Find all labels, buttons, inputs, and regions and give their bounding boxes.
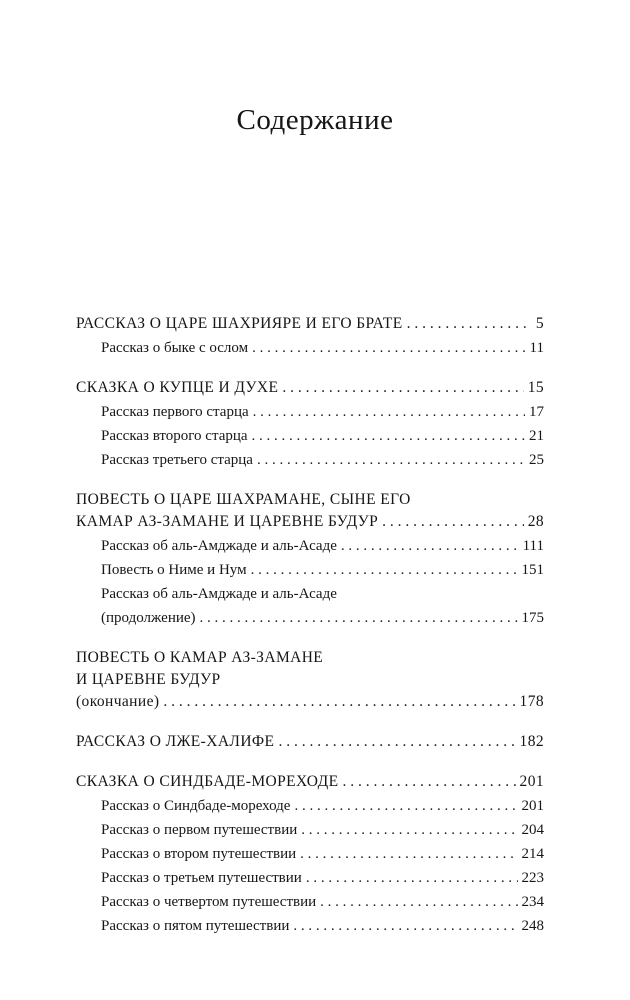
toc-subentry[interactable] xyxy=(0,448,630,472)
toc-section xyxy=(0,730,630,754)
toc-subentry[interactable] xyxy=(0,606,630,630)
toc-entry-text: ПОВЕСТЬ О КАМАР АЗ-ЗАМАНЕ xyxy=(76,649,324,666)
dot-leader xyxy=(301,818,517,842)
toc-chapter[interactable] xyxy=(0,510,630,534)
dot-leader xyxy=(278,730,515,754)
page-number: 28 xyxy=(527,513,544,530)
toc-section xyxy=(0,488,630,630)
dot-leader xyxy=(382,510,524,534)
page-number: 201 xyxy=(519,773,544,790)
toc-entry-text: РАССКАЗ О ЦАРЕ ШАХРИЯРЕ И ЕГО БРАТЕ xyxy=(76,315,403,332)
page-number: 223 xyxy=(521,870,544,886)
page-number: 204 xyxy=(521,822,544,838)
toc-entry-text: КАМАР АЗ-ЗАМАНЕ И ЦАРЕВНЕ БУДУР xyxy=(76,513,379,530)
toc-entry-text: Рассказ о Синдбаде-мореходе xyxy=(101,798,291,814)
dot-leader xyxy=(252,424,525,448)
toc-section xyxy=(0,376,630,472)
toc-entry-text: Рассказ о третьем путешествии xyxy=(101,870,302,886)
page-number: 25 xyxy=(529,452,544,468)
dot-leader xyxy=(300,842,517,866)
toc-subentry[interactable] xyxy=(0,336,630,360)
toc-subentry[interactable] xyxy=(0,558,630,582)
toc-entry-text: Рассказ первого старца xyxy=(101,404,249,420)
page-number: 248 xyxy=(521,918,544,934)
page-number: 111 xyxy=(522,538,544,554)
toc-entry-text: СКАЗКА О КУПЦЕ И ДУХЕ xyxy=(76,379,279,396)
toc-section xyxy=(0,770,630,938)
toc-chapter-line xyxy=(0,488,630,512)
toc-subentry[interactable] xyxy=(0,400,630,424)
toc-entry-text: СКАЗКА О СИНДБАДЕ-МОРЕХОДЕ xyxy=(76,773,339,790)
dot-leader xyxy=(342,770,515,794)
page-number: 11 xyxy=(529,340,544,356)
dot-leader xyxy=(294,794,517,818)
toc-subentry[interactable] xyxy=(0,534,630,558)
toc-subentry[interactable] xyxy=(0,866,630,890)
table-of-contents xyxy=(0,312,630,954)
page-number: 234 xyxy=(521,894,544,910)
dot-leader xyxy=(293,914,517,938)
toc-entry-text: Рассказ об аль-Амджаде и аль-Асаде xyxy=(101,538,337,554)
toc-subentry[interactable] xyxy=(0,890,630,914)
toc-chapter-line xyxy=(0,668,630,692)
page-number: 17 xyxy=(529,404,544,420)
dot-leader xyxy=(251,558,518,582)
page-title: Содержание xyxy=(236,104,394,136)
dot-leader xyxy=(200,606,518,630)
toc-subentry[interactable] xyxy=(0,842,630,866)
toc-entry-text: Рассказ о быке с ослом xyxy=(101,340,249,356)
page-number: 5 xyxy=(535,315,544,332)
toc-entry-text: Рассказ о пятом путешествии xyxy=(101,918,290,934)
page-number: 21 xyxy=(529,428,544,444)
dot-leader xyxy=(253,400,525,424)
toc-chapter[interactable] xyxy=(0,690,630,714)
dot-leader xyxy=(282,376,523,400)
toc-subentry[interactable] xyxy=(0,794,630,818)
toc-entry-text: Рассказ второго старца xyxy=(101,428,248,444)
toc-entry-text: ПОВЕСТЬ О ЦАРЕ ШАХРАМАНЕ, СЫНЕ ЕГО xyxy=(76,491,411,508)
page-number: 214 xyxy=(521,846,544,862)
dot-leader xyxy=(163,690,515,714)
toc-entry-text: (продолжение) xyxy=(101,610,196,626)
toc-entry-text: И ЦАРЕВНЕ БУДУР xyxy=(76,671,221,688)
dot-leader xyxy=(306,866,518,890)
toc-entry-text: Рассказ об аль-Амджаде и аль-Асаде xyxy=(101,586,337,602)
toc-chapter-line xyxy=(0,646,630,670)
dot-leader xyxy=(407,312,526,336)
dot-leader xyxy=(341,534,519,558)
dot-leader xyxy=(320,890,517,914)
toc-subentry[interactable] xyxy=(0,424,630,448)
toc-chapter[interactable] xyxy=(0,312,630,336)
page-number: 201 xyxy=(521,798,544,814)
toc-subentry-line xyxy=(0,582,630,606)
toc-entry-text: Рассказ о первом путешествии xyxy=(101,822,298,838)
dot-leader xyxy=(252,336,525,360)
page-number: 151 xyxy=(521,562,544,578)
toc-subentry[interactable] xyxy=(0,914,630,938)
toc-entry-text: Повесть о Ниме и Нум xyxy=(101,562,247,578)
toc-chapter[interactable] xyxy=(0,770,630,794)
toc-entry-text: Рассказ о четвертом путешествии xyxy=(101,894,317,910)
toc-entry-text: (окончание) xyxy=(76,693,160,710)
toc-chapter[interactable] xyxy=(0,730,630,754)
toc-subentry[interactable] xyxy=(0,818,630,842)
toc-chapter[interactable] xyxy=(0,376,630,400)
page-number: 178 xyxy=(519,693,544,710)
toc-entry-text: Рассказ третьего старца xyxy=(101,452,253,468)
page-number: 182 xyxy=(519,733,544,750)
page-number: 15 xyxy=(527,379,544,396)
toc-section xyxy=(0,646,630,714)
toc-entry-text: РАССКАЗ О ЛЖЕ-ХАЛИФЕ xyxy=(76,733,275,750)
page-number: 175 xyxy=(521,610,544,626)
dot-leader xyxy=(257,448,525,472)
toc-entry-text: Рассказ о втором путешествии xyxy=(101,846,297,862)
toc-section xyxy=(0,312,630,360)
